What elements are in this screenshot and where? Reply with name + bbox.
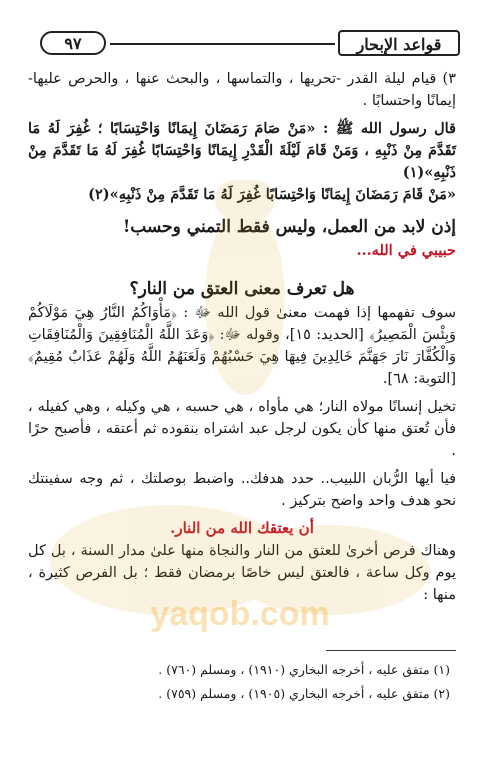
address-line: حبيبي في الله... (356, 242, 456, 259)
page-body (28, 68, 456, 606)
footnote-rule (326, 650, 456, 651)
paragraph-captain: فيا أيها الرُّبان اللبيب.. حدد هدفك.. واضبط بوصلتك ، ثم وجه سفينتك نحو هدف واحد واضح بتركيز . (28, 471, 456, 509)
hadith-paragraph-2: «مَنْ قَامَ رَمَضَانَ إِيمَانًا وَاحْتِسَابًا غُفِرَ لَهُ مَا تَقَدَّمَ مِنْ ذَنْبِهِ»(٢) (88, 186, 456, 203)
footnote-1: (١) متفق عليه ، أخرجه البخاري (١٩١٠) ، ومسلم (٧٦٠) . (158, 662, 450, 677)
goal-heading: أن يعتقك الله من النار. (170, 519, 314, 537)
running-title: قواعد الإبحار (338, 30, 460, 56)
watermark-text: yaqob.com (150, 595, 330, 633)
page-header (40, 30, 460, 58)
page-number: ٩٧ (40, 31, 106, 55)
section-heading-action: إذن لابد من العمل، وليس فقط التمني وحسب! (122, 217, 456, 237)
footnotes (40, 658, 450, 706)
paragraph-imagine: تخيل إنسانًا مولاه النار؛ هي مأواه ، هي حسبه ، هي وكيله ، وهي كفيله ، فأن تُعتق منها كأن يكون لرجل عبد اشتراه بنقوده ثم أعتقه ، فأصبح حرًا . (28, 399, 456, 459)
paragraph-meaning: سوف تفهمها إذا فهمت معنىٰ قول الله ﷻ : ﴿مَأْوَاكُمُ النَّارُ هِيَ مَوْلَاكُمْ وَبِئْسَ الْمَصِيرُ﴾ [الحديد: ١٥]، وقوله ﷻ: ﴿وَعَدَ اللَّهُ الْمُنَافِقِينَ وَالْمُنَافِقَاتِ وَالْكُفَّارَ نَارَ جَهَنَّمَ خَالِدِينَ فِيهَا هِيَ حَسْبُهُمْ وَلَعَنَهُمُ اللَّهُ وَلَهُمْ عَذَابٌ مُقِيمٌ﴾ [التوبة: ٦٨]. (28, 305, 457, 387)
paragraph-laylat-al-qadr: ٣) قيام ليلة القدر -تحريها ، والتماسها ، والبحث عنها ، والحرص عليها- إيمانًا واحتسابًا . (28, 71, 456, 109)
section-heading-itq: هل تعرف معنى العتق من النار؟ (129, 279, 355, 299)
paragraph-other-chances: وهناك فرص أخرىٰ للعتق من النار والنجاة منها علىٰ مدار السنة ، بل كل يوم وكل ساعة ، فالعتق ليس خاصًا برمضان فقط ؛ بل الفرص كثيرة ، منها : (28, 543, 456, 603)
footnote-2: (٢) متفق عليه ، أخرجه البخاري (١٩٠٥) ، ومسلم (٧٥٩) . (158, 686, 450, 701)
header-rule (110, 43, 335, 45)
hadith-paragraph: قال رسول الله ﷺ : «مَنْ صَامَ رَمَضَانَ إِيمَانًا وَاحْتِسَابًا ؛ غُفِرَ لَهُ مَا تَقَدَّمَ مِنْ ذَنْبِهِ ، وَمَنْ قَامَ لَيْلَةَ الْقَدْرِ إِيمَانًا وَاحْتِسَابًا غُفِرَ لَهُ مَا تَقَدَّمَ مِنْ ذَنْبِهِ»(١) (28, 120, 456, 181)
